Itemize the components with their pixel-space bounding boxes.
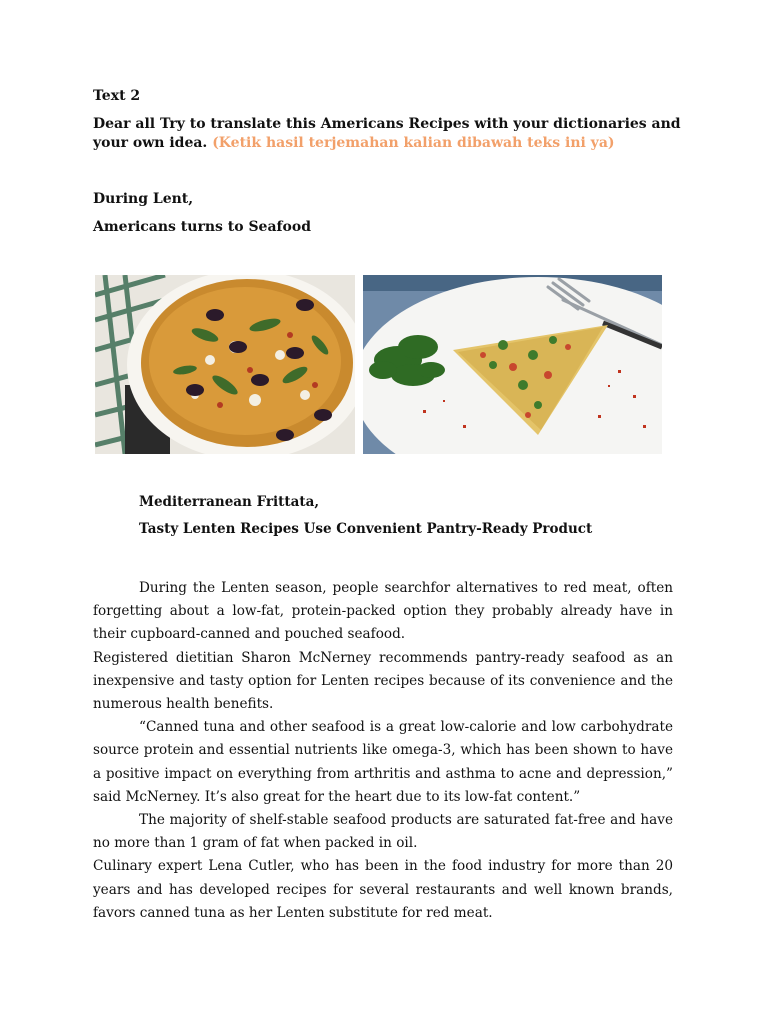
paragraph: During the Lenten season, people searchfor alternatives to red meat, often forgetting about a low-fat, protein-packed option they probably already have in their cupboard-canned and pouched seafood. bbox=[93, 580, 673, 643]
paragraph: Registered dietitian Sharon McNerney recommends pantry-ready seafood as an inexpensive and tasty option for Lenten recipes because of its convenience and the numerous health benefits. bbox=[93, 649, 673, 713]
instruction bbox=[93, 115, 683, 153]
text-label: Text 2 bbox=[93, 88, 141, 104]
paragraph: The majority of shelf-stable seafood products are saturated fat-free and have no more than 1 gram of fat when packed in oil. bbox=[93, 812, 673, 852]
instruction-text: Dear all Try to translate this Americans Recipes with your dictionaries and your own idea. bbox=[93, 116, 681, 151]
frittata-pan-photo bbox=[95, 275, 355, 454]
title-line-1: During Lent, bbox=[93, 191, 194, 207]
article-body bbox=[93, 577, 673, 925]
photo-row bbox=[95, 275, 662, 455]
subheading-line-1: Mediterranean Frittata, bbox=[139, 494, 320, 510]
paragraph: “Canned tuna and other seafood is a great low-calorie and low carbohydrate source protein and essential nutrients like omega-3, which has been shown to have a positive impact on everything from arthritis and asthma to acne and depression,” said McNerney. It’s also great for the heart due to its low-fat content.” bbox=[93, 719, 673, 805]
subheading-line-2: Tasty Lenten Recipes Use Convenient Pantry-Ready Product bbox=[139, 521, 593, 537]
title-line-2: Americans turns to Seafood bbox=[93, 219, 312, 235]
frittata-slice-photo bbox=[363, 275, 662, 454]
instruction-note: (Ketik hasil terjemahan kalian dibawah teks ini ya) bbox=[212, 135, 615, 151]
paragraph: Culinary expert Lena Cutler, who has been in the food industry for more than 20 years and has developed recipes for several restaurants and well known brands, favors canned tuna as her Lenten substitute for red meat. bbox=[93, 858, 673, 921]
